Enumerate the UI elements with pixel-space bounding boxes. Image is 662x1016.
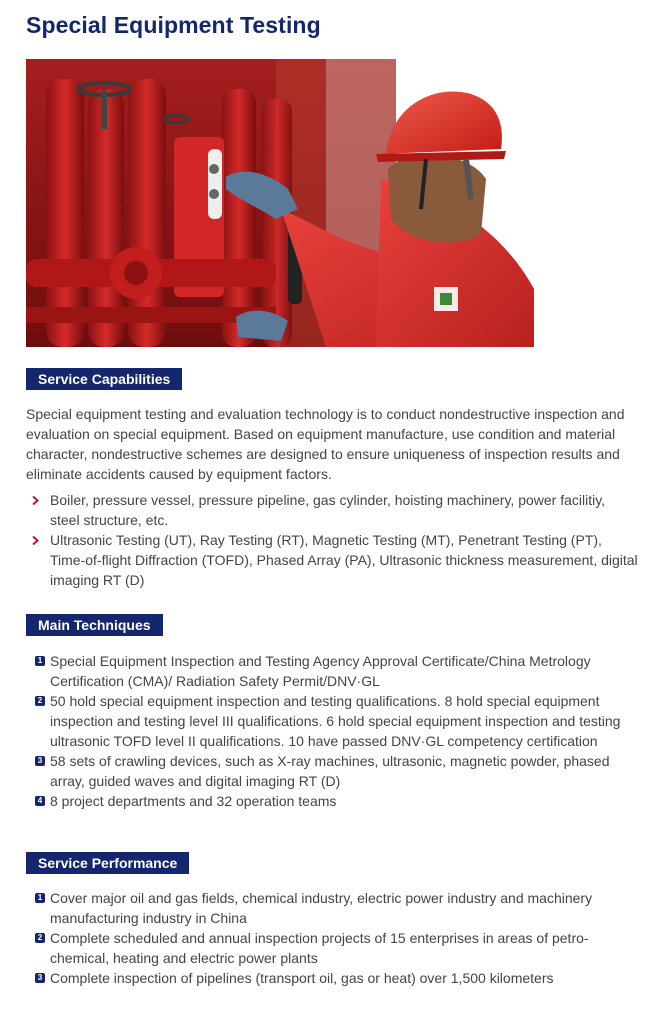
main-techniques-list bbox=[26, 651, 638, 811]
list-item-text: Complete scheduled and annual inspection projects of 15 enterprises in areas of petro-chemical, heating and electric power plants bbox=[50, 930, 589, 966]
hero-photo bbox=[26, 59, 534, 347]
list-item-text: Complete inspection of pipelines (transport oil, gas or heat) over 1,500 kilometers bbox=[50, 970, 554, 986]
number-badge-icon: 3 bbox=[35, 756, 45, 766]
capabilities-list bbox=[26, 490, 638, 590]
chevron-right-icon bbox=[32, 530, 42, 550]
service-performance-label: Service Performance bbox=[26, 852, 189, 874]
list-item bbox=[26, 968, 638, 988]
list-item-text: Special Equipment Inspection and Testing Agency Approval Certificate/China Metrology Certification (CMA)/ Radiation Safety Permit/DNV·GL bbox=[50, 653, 591, 689]
list-item-text: 50 hold special equipment inspection and testing qualifications. 8 hold special equipment inspection and testing level III qualifications. 6 hold special equipment inspection and testing ultrasonic TOFD level II qualifications. 10 have passed DNV·GL competency certification bbox=[50, 693, 621, 749]
list-item bbox=[26, 751, 638, 791]
list-item-text: Boiler, pressure vessel, pressure pipeline, gas cylinder, hoisting machinery, power facilitiy, steel structure, etc. bbox=[50, 492, 606, 528]
list-item bbox=[26, 928, 638, 968]
list-item bbox=[26, 691, 638, 751]
service-performance-list bbox=[26, 888, 638, 988]
service-capabilities-label: Service Capabilities bbox=[26, 368, 182, 390]
number-badge-icon: 2 bbox=[35, 696, 45, 706]
chevron-right-icon bbox=[32, 490, 42, 510]
list-item bbox=[26, 888, 638, 928]
list-item-text: 8 project departments and 32 operation teams bbox=[50, 793, 337, 809]
service-capabilities-intro: Special equipment testing and evaluation technology is to conduct nondestructive inspection and evaluation on special equipment. Based on equipment manufacture, use condition and material character, nondestructive schemes are designed to ensure uniqueness of inspection results and eliminate accidents caused by equipment factors. bbox=[26, 406, 625, 482]
number-badge-icon: 2 bbox=[35, 933, 45, 943]
list-item bbox=[26, 530, 638, 590]
list-item bbox=[26, 651, 638, 691]
list-item-text: Cover major oil and gas fields, chemical industry, electric power industry and machinery manufacturing industry in China bbox=[50, 890, 593, 926]
technician-photo-icon bbox=[26, 59, 534, 347]
main-techniques-label: Main Techniques bbox=[26, 614, 163, 636]
number-badge-icon: 3 bbox=[35, 973, 45, 983]
number-badge-icon: 1 bbox=[35, 893, 45, 903]
number-badge-icon: 1 bbox=[35, 656, 45, 666]
list-item bbox=[26, 791, 638, 811]
number-badge-icon: 4 bbox=[35, 796, 45, 806]
list-item-text: 58 sets of crawling devices, such as X-ray machines, ultrasonic, magnetic powder, phased array, guided waves and digital imaging RT (D) bbox=[50, 753, 610, 789]
page-title: Special Equipment Testing bbox=[26, 12, 321, 38]
list-item bbox=[26, 490, 638, 530]
list-item-text: Ultrasonic Testing (UT), Ray Testing (RT), Magnetic Testing (MT), Penetrant Testing (PT), Time-of-flight Diffraction (TOFD), Phased Array (PA), Ultrasonic thickness measurement, digital imaging RT (D) bbox=[50, 532, 638, 588]
